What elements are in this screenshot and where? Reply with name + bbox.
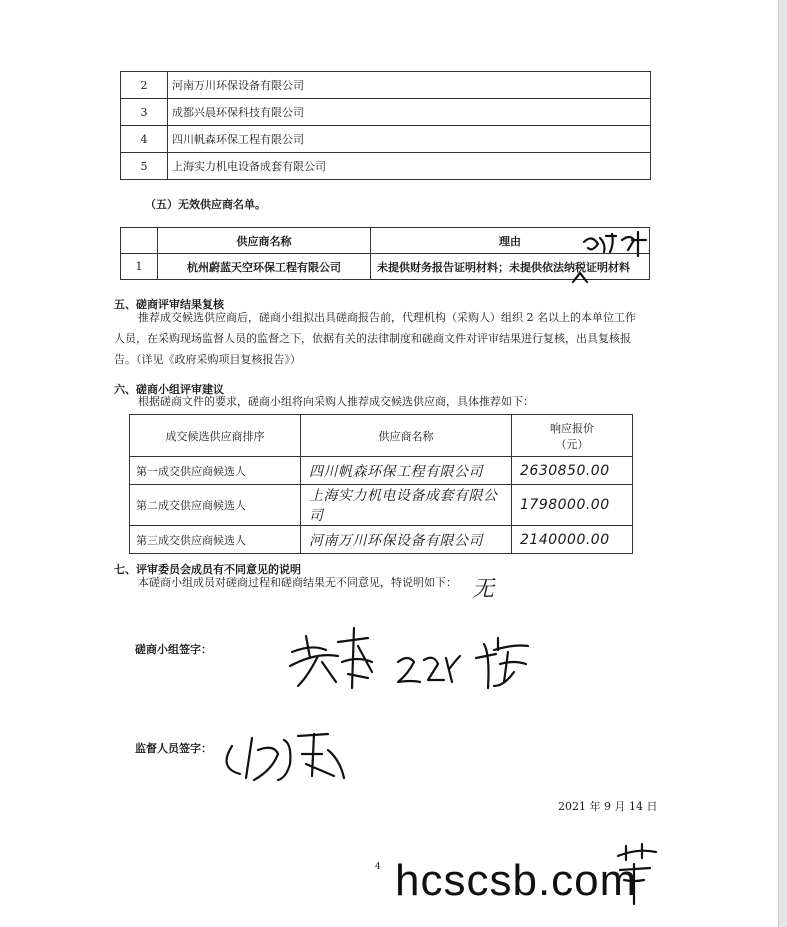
row-number: 5 [121,153,168,180]
panel-signature-label: 磋商小组签字： [135,643,212,656]
supplier-name: 上海实力机电设备成套有限公司 [168,153,651,180]
quoted-price: 2630850.00 [512,457,633,485]
col-supplier-name: 供应商名称 [158,228,371,254]
invalid-reason: 未提供财务报告证明材料；未提供依法纳税证明材料 [371,254,650,280]
row-number: 4 [121,126,168,153]
table-row [130,457,633,485]
row-number: 3 [121,99,168,126]
col-price [512,415,633,457]
document-date: 2021 年 9 月 14 日 [558,800,658,813]
section6-title: 六、磋商小组评审建议 [114,383,224,396]
row-number: 1 [121,254,158,280]
section5-title: 五、磋商评审结果复核 [114,298,224,311]
table-row [130,485,633,526]
table-header-row [130,415,633,457]
col-price-label: 响应报价 [550,421,594,435]
supplier-list-table [120,71,651,180]
recommendation-table [129,414,633,554]
table-row [121,126,651,153]
invalid-supplier-name: 杭州蔚蓝天空环保工程有限公司 [158,254,371,280]
section7-title: 七、评审委员会成员有不同意见的说明 [114,563,301,576]
supplier-name: 河南万川环保设备有限公司 [301,526,512,554]
section6-intro: 根据磋商文件的要求，磋商小组将向采购人推荐成交候选供应商，具体推荐如下： [138,395,534,408]
quoted-price: 1798000.00 [512,485,633,526]
table-header-row [121,228,650,254]
supervisor-signature-label: 监督人员签字： [135,742,212,755]
handwritten-initials [582,230,652,260]
row-number: 2 [121,72,168,99]
rank-label: 第三成交供应商候选人 [130,526,301,554]
page-edge [778,0,787,927]
col-rank: 成交候选供应商排序 [130,415,301,457]
page-number: 4 [375,862,381,872]
corner-initials [612,840,662,910]
watermark: hcscsb.com [395,856,638,905]
supplier-name: 河南万川环保设备有限公司 [168,72,651,99]
table-row [121,72,651,99]
table-row [130,526,633,554]
table-row [121,153,651,180]
supplier-name: 四川帆森环保工程有限公司 [168,126,651,153]
rank-label: 第二成交供应商候选人 [130,485,301,526]
handwritten-none: 无 [472,577,495,602]
supervisor-signature [218,730,358,786]
supplier-name: 上海实力机电设备成套有限公司 [301,485,512,526]
section5-body: 推荐成交候选供应商后，磋商小组拟出具磋商报告前，代理机构（采购人）组织 2 名以上的本单位工作人员，在采购现场监督人员的监督之下，依据有关的法律制度和磋商文件对评审结果进行复核，出具复核报告。（详见《政府采购项目复核报告》） [114,311,636,366]
supplier-name: 四川帆森环保工程有限公司 [301,457,512,485]
supplier-name: 成都兴晨环保科技有限公司 [168,99,651,126]
section7-body: 本磋商小组成员对磋商过程和磋商结果无不同意见，特说明如下： [138,576,457,589]
panel-signatures [288,622,548,692]
table-row [121,99,651,126]
quoted-price: 2140000.00 [512,526,633,554]
rank-label: 第一成交供应商候选人 [130,457,301,485]
col-price-unit: （元） [555,437,589,451]
caret-mark [570,270,590,284]
invalid-suppliers-heading: （五）无效供应商名单。 [145,198,266,211]
col-supplier-name: 供应商名称 [301,415,512,457]
col-reason: 理由 [371,228,650,254]
